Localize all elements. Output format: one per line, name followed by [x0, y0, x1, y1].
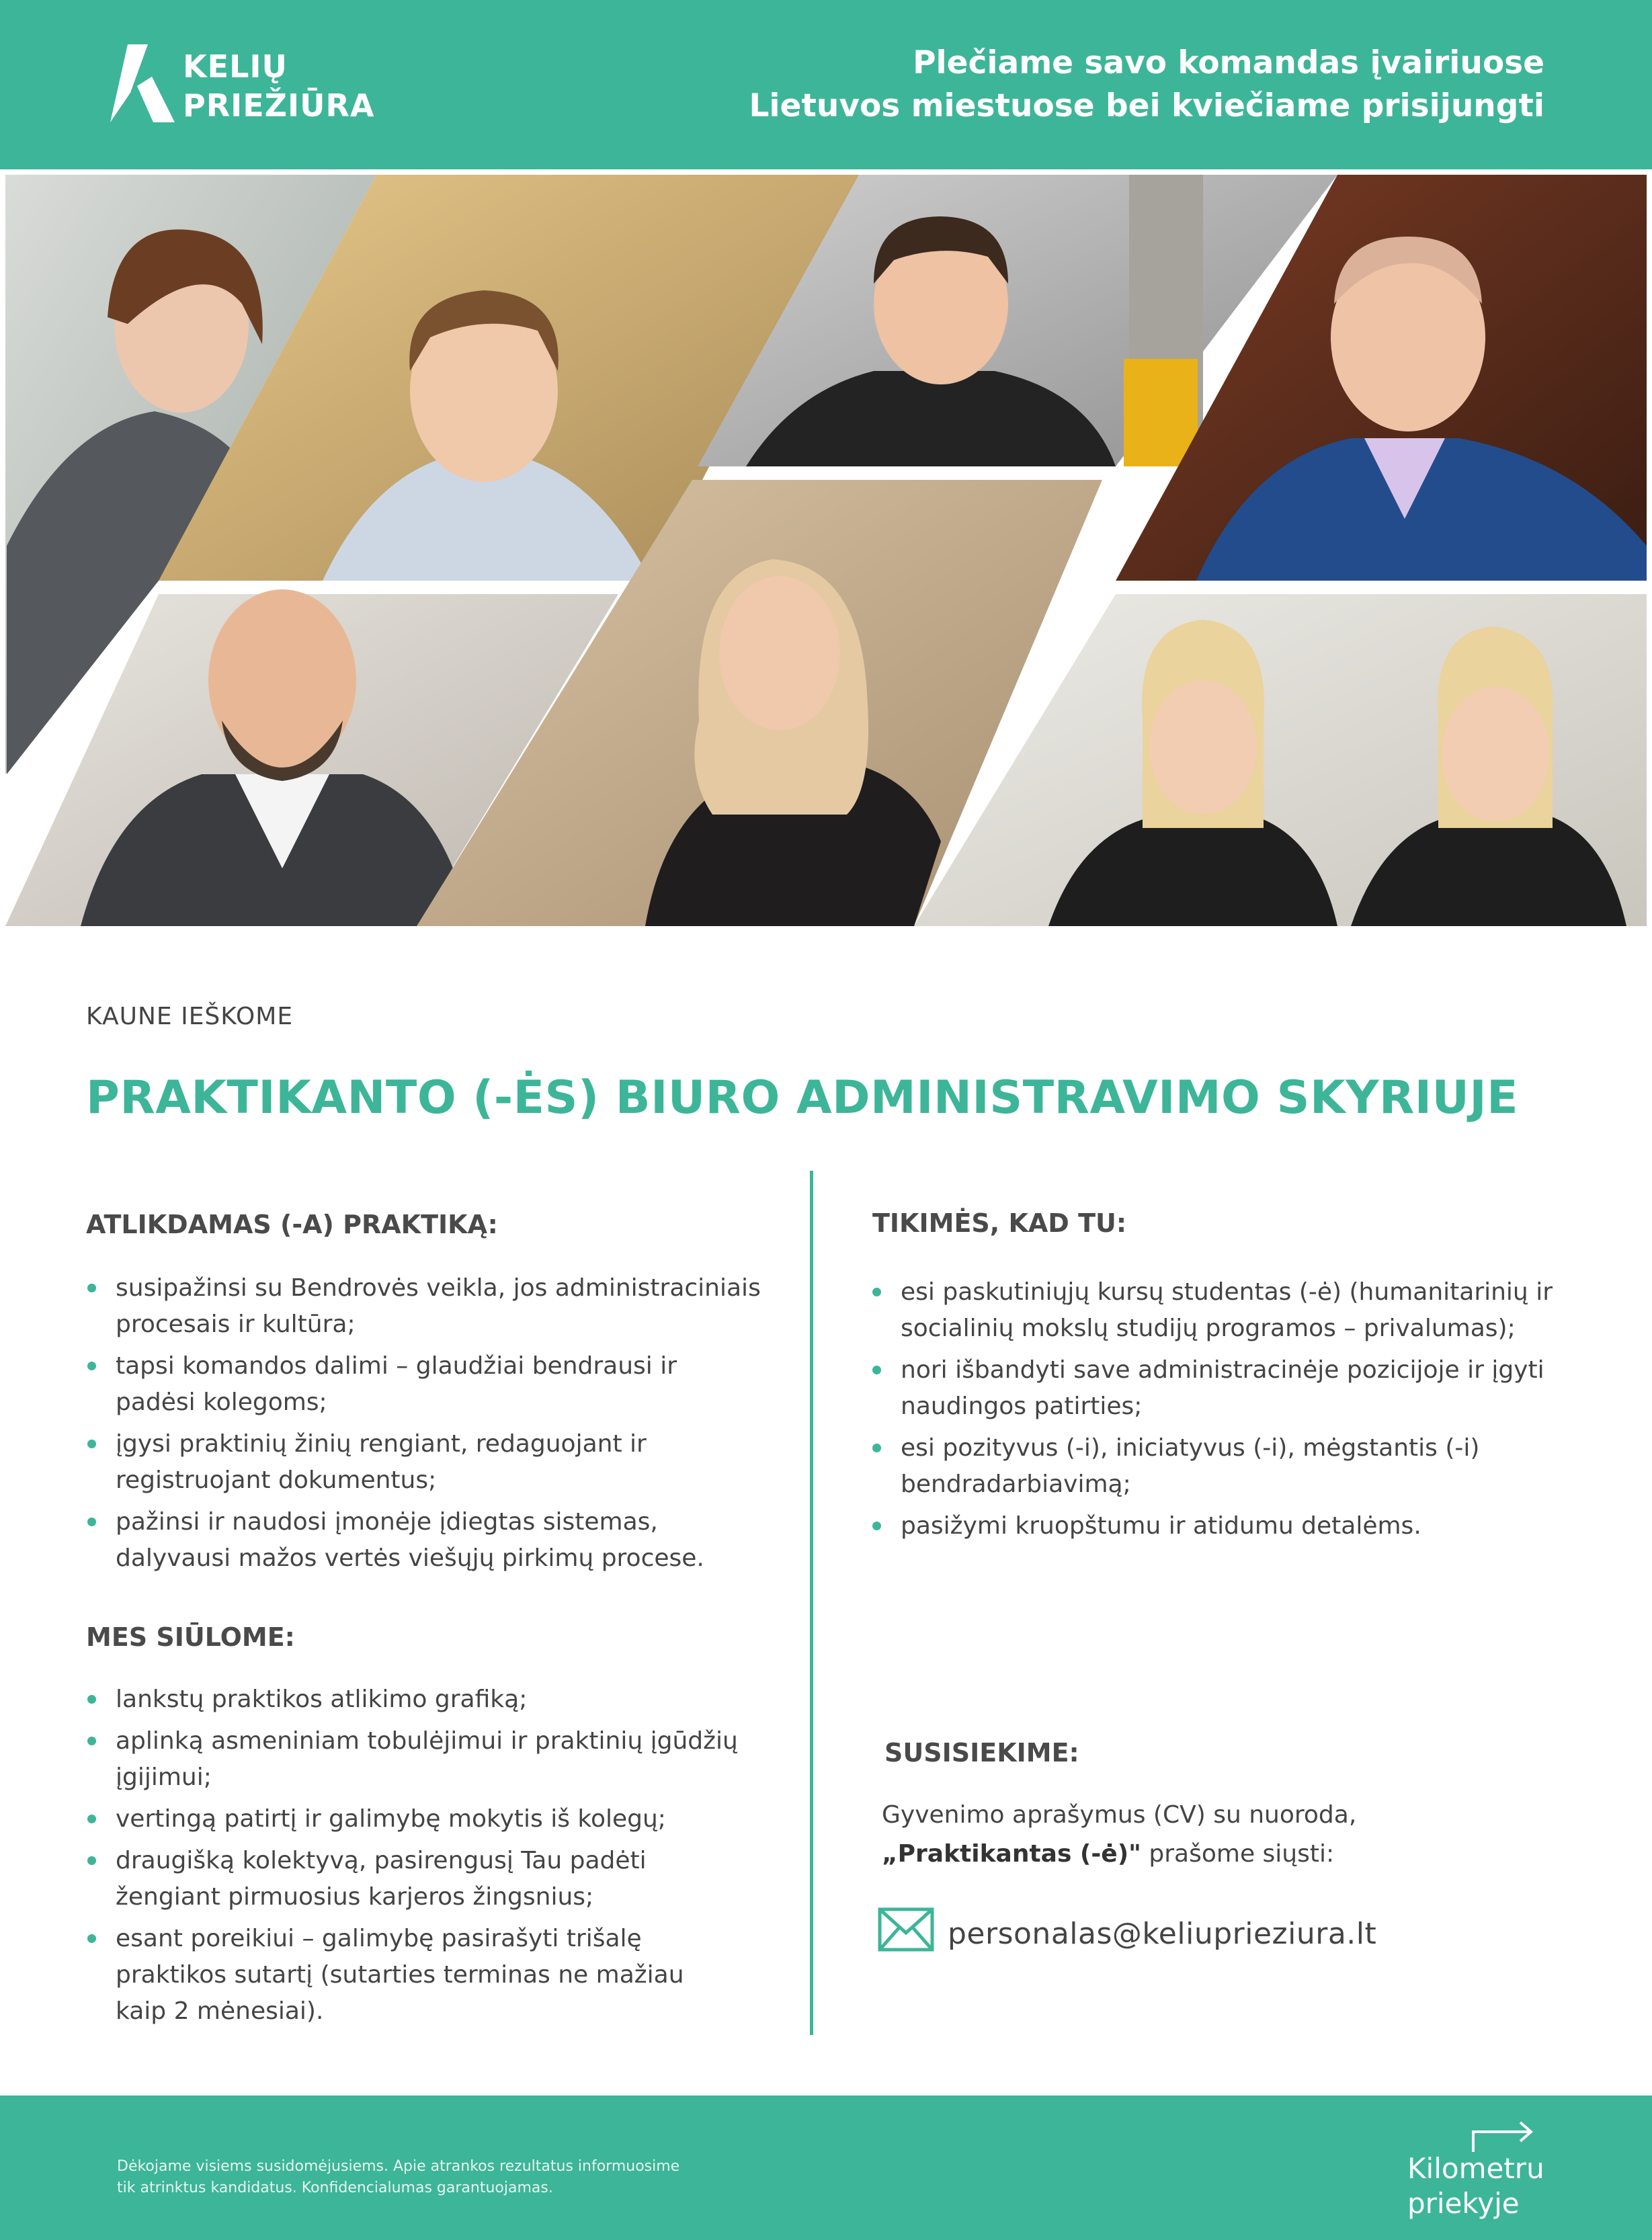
- list-item: pažinsi ir naudosi įmonėje įdiegtas sistemas, dalyvausi mažos vertės viešųjų pirkimų procese.: [87, 1504, 786, 1577]
- column-divider: [810, 1171, 813, 2035]
- contact-title: SUSISIEKIME:: [884, 1738, 1079, 1768]
- list-item: lankstų praktikos atlikimo grafiką;: [87, 1682, 786, 1718]
- photo-collage: [0, 169, 1652, 931]
- offer-list: [87, 1682, 786, 2035]
- header-banner: [0, 0, 1652, 169]
- bullet-icon: [872, 1522, 881, 1530]
- list-item: esi paskutiniųjų kursų studentas (-ė) (humanitarinių ir socialinių mokslų studijų programos – privalumas);: [872, 1274, 1598, 1347]
- requirements-list: [872, 1274, 1598, 1550]
- envelope-icon: [878, 1907, 934, 1952]
- bullet-icon: [87, 1362, 96, 1370]
- bullet-icon: [87, 1856, 96, 1865]
- location-subtitle: KAUNE IEŠKOME: [86, 1003, 294, 1030]
- bullet-icon: [87, 1934, 96, 1943]
- brand-line-1: KELIŲ: [183, 48, 288, 85]
- tagline-line-2: Lietuvos miestuose bei kviečiame prisijungti: [749, 87, 1544, 124]
- section-title-duties: ATLIKDAMAS (-A) PRAKTIKĄ:: [86, 1210, 498, 1239]
- bullet-icon: [87, 1284, 96, 1292]
- bullet-icon: [87, 1440, 96, 1448]
- bullet-icon: [87, 1518, 96, 1526]
- arrow-icon: [1472, 2120, 1542, 2155]
- tagline-line-1: Plečiame savo komandas įvairiuose: [913, 44, 1544, 81]
- list-item: esi pozityvus (-i), iniciatyvus (-i), mėgstantis (-i) bendradarbiavimą;: [872, 1430, 1598, 1503]
- logo-mark-icon: [110, 44, 175, 125]
- contact-text: Gyvenimo aprašymus (CV) su nuoroda, „Praktikantas (-ė)" prašome siųsti:: [882, 1801, 1357, 1868]
- slogan-line-2: priekyje: [1407, 2187, 1520, 2220]
- footer-banner: [0, 2096, 1652, 2240]
- section-title-requirements: TIKIMĖS, KAD TU:: [872, 1208, 1127, 1238]
- bullet-icon: [87, 1737, 96, 1745]
- bullet-icon: [872, 1288, 881, 1296]
- email-link[interactable]: personalas@keliuprieziura.lt: [948, 1917, 1377, 1951]
- subject-reference: „Praktikantas (-ė)": [882, 1840, 1141, 1868]
- job-title: PRAKTIKANTO (-ĖS) BIURO ADMINISTRAVIMO SKYRIUJE: [86, 1071, 1519, 1124]
- header-tagline: [671, 42, 1544, 128]
- list-item: įgysi praktinių žinių rengiant, redaguojant ir registruojant dokumentus;: [87, 1426, 786, 1499]
- list-item: vertingą patirtį ir galimybę mokytis iš kolegų;: [87, 1801, 786, 1837]
- section-title-offer: MES SIŪLOME:: [86, 1622, 295, 1652]
- brand-line-2: PRIEŽIŪRA: [183, 87, 375, 124]
- slogan-line-1: Kilometru: [1407, 2152, 1544, 2185]
- list-item: nori išbandyti save administracinėje pozicijoje ir įgyti naudingos patirties;: [872, 1352, 1598, 1425]
- list-item: tapsi komandos dalimi – glaudžiai bendrausi ir padėsi kolegoms;: [87, 1348, 786, 1421]
- slogan-logo: [1407, 2120, 1555, 2221]
- list-item: pasižymi kruopštumu ir atidumu detalėms.: [872, 1508, 1598, 1544]
- list-item: aplinką asmeniniam tobulėjimui ir praktinių įgūdžių įgijimui;: [87, 1723, 786, 1796]
- bullet-icon: [87, 1695, 96, 1704]
- list-item: draugišką kolektyvą, pasirengusį Tau padėti žengiant pirmuosius karjeros žingsnius;: [87, 1843, 786, 1915]
- duties-list: [87, 1270, 786, 1582]
- company-logo: [110, 43, 375, 130]
- bullet-icon: [872, 1366, 881, 1374]
- bullet-icon: [872, 1444, 881, 1452]
- list-item: esant poreikiui – galimybę pasirašyti trišalę praktikos sutartį (sutarties terminas ne mažiau kaip 2 mėnesiai).: [87, 1921, 786, 2030]
- list-item: susipažinsi su Bendrovės veikla, jos administraciniais procesais ir kultūra;: [87, 1270, 786, 1343]
- bullet-icon: [87, 1815, 96, 1823]
- footer-note: Dėkojame visiems susidomėjusiems. Apie atrankos rezultatus informuosime tik atrinktus kandidatus. Konfidencialumas garantuojamas.: [117, 2158, 680, 2196]
